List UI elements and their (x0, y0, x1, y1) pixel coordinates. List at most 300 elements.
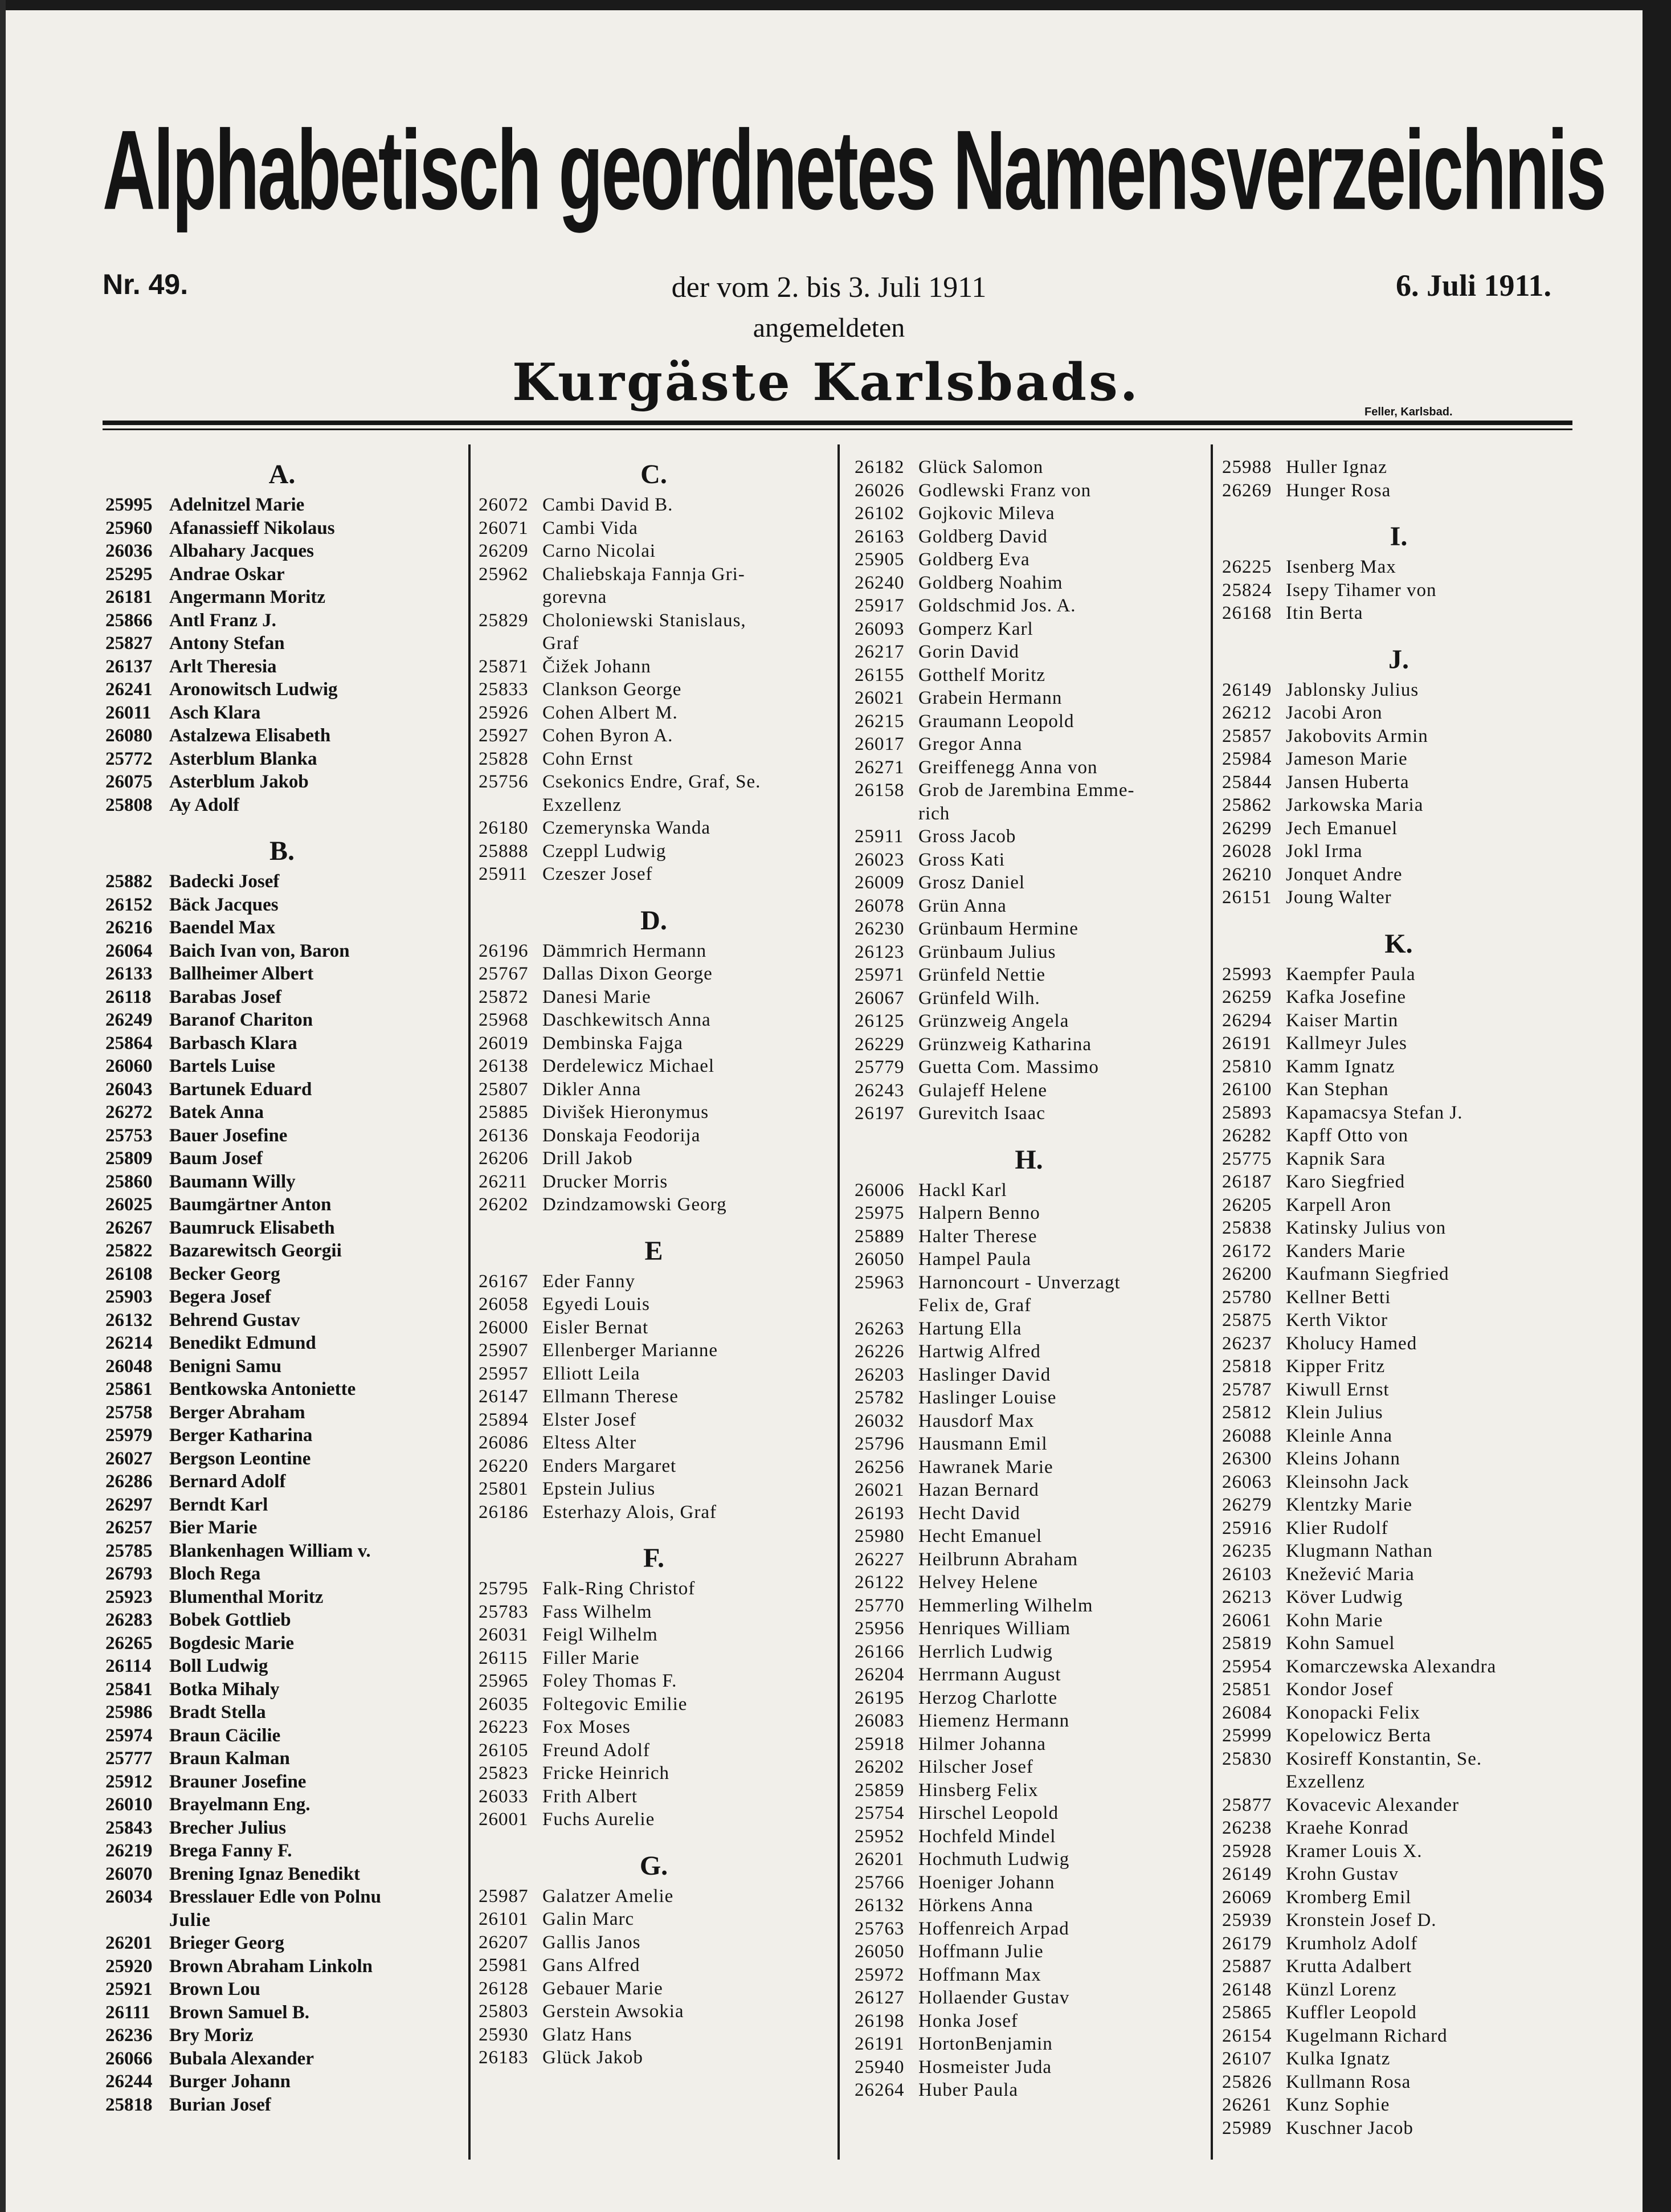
guest-number: 26105 (479, 1740, 529, 1761)
guest-name: Goldschmid Jos. A. (918, 595, 1076, 616)
guest-name: Burger Johann (169, 2071, 291, 2092)
guest-name: Blankenhagen William v. (169, 1540, 371, 1561)
guest-name: Bäck Jacques (169, 894, 279, 915)
guest-name: Cohen Albert M. (542, 702, 678, 723)
guest-entry (105, 1817, 459, 1840)
guest-number: 25809 (105, 1148, 153, 1169)
guest-number: 26299 (1222, 818, 1272, 839)
guest-entry (855, 779, 1203, 802)
guest-name: Grosz Daniel (918, 872, 1026, 893)
guest-entry (1222, 1286, 1575, 1309)
guest-entry (105, 1285, 459, 1309)
guest-entry (105, 1863, 459, 1886)
guest-entry (1222, 794, 1575, 817)
guest-number: 25917 (855, 595, 905, 616)
guest-entry (105, 1239, 459, 1263)
guest-number: 26294 (1222, 1010, 1272, 1031)
guest-number: 25812 (1222, 1402, 1272, 1423)
guest-name: Antony Stefan (169, 633, 285, 654)
guest-entry (105, 1540, 459, 1563)
guest-name: Brega Fanny F. (169, 1840, 292, 1861)
guest-number: 26182 (855, 457, 905, 478)
guest-entry (105, 1424, 459, 1447)
guest-name: Dallas Dixon George (542, 964, 713, 984)
guest-name: Chaliebskaja Fannja Gri- (542, 564, 745, 585)
guest-name: Kuffler Leopold (1286, 2002, 1417, 2023)
guest-entry (855, 1202, 1203, 1225)
guest-name: Herrmann August (918, 1664, 1061, 1685)
guest-number: 25829 (479, 610, 529, 631)
guest-name: Astalzewa Elisabeth (169, 725, 331, 746)
guest-entry (1222, 1263, 1575, 1286)
guest-name: Kovacevic Alexander (1286, 1794, 1459, 1815)
guest-entry (855, 733, 1203, 756)
guest-name: Elster Josef (542, 1409, 637, 1430)
guest-name: Harnoncourt - Unverzagt (918, 1272, 1121, 1293)
guest-entry (479, 1931, 829, 1954)
section-spacer (855, 1125, 1203, 1141)
guest-name: Eltess Alter (542, 1433, 637, 1453)
guest-name: Bartunek Eduard (169, 1079, 312, 1100)
guest-number: 26137 (105, 656, 153, 677)
guest-name: Jech Emanuel (1286, 818, 1398, 839)
guest-name: Glatz Hans (542, 2024, 632, 2045)
guest-number: 26071 (479, 517, 529, 538)
guest-number: 25758 (105, 1402, 153, 1423)
guest-entry (105, 1724, 459, 1748)
guest-name: Hampel Paula (918, 1249, 1032, 1270)
guest-name: Gans Alfred (542, 1955, 640, 1976)
guest-name: Jakobovits Armin (1286, 725, 1428, 746)
guest-entry (855, 548, 1203, 572)
guest-entry (1222, 748, 1575, 771)
guest-number: 25920 (105, 1956, 153, 1977)
guest-name: Gebauer Marie (542, 1978, 663, 1999)
guest-number: 26217 (855, 642, 905, 662)
guest-entry (105, 962, 459, 986)
guest-name-continuation: Felix de, Graf (918, 1295, 1032, 1316)
guest-entry (855, 1317, 1203, 1341)
guest-entry (855, 1802, 1203, 1825)
guest-name: Aronowitsch Ludwig (169, 679, 338, 700)
guest-entry (855, 1709, 1203, 1733)
guest-name: Antl Franz J. (169, 610, 276, 631)
guest-number: 25965 (479, 1671, 529, 1691)
guest-number: 26263 (855, 1318, 905, 1339)
guest-entry (1222, 1101, 1575, 1125)
guest-name: Elliott Leila (542, 1363, 640, 1384)
guest-entry (1222, 771, 1575, 794)
guest-name: Isepy Tihamer von (1286, 579, 1437, 601)
guest-entry (479, 1785, 829, 1809)
issue-date: 6. Juli 1911. (1396, 268, 1552, 303)
guest-name: Ellmann Therese (542, 1386, 679, 1407)
guest-entry (479, 1293, 829, 1316)
guest-entry (479, 2023, 829, 2047)
guest-name: Brown Lou (169, 1979, 260, 1999)
guest-name: Derdelewicz Michael (542, 1056, 715, 1076)
guest-name: Klugmann Nathan (1286, 1541, 1433, 1561)
guest-entry (105, 1701, 459, 1724)
guest-entry (1222, 1678, 1575, 1701)
section-letter: B. (269, 836, 295, 866)
guest-number: 26149 (1222, 679, 1272, 700)
guest-number: 26225 (1222, 557, 1272, 577)
guest-number: 25918 (855, 1733, 905, 1754)
guest-number: 26163 (855, 526, 905, 547)
guest-entry (1222, 1032, 1575, 1055)
guest-number: 26195 (855, 1687, 905, 1708)
guest-entry (855, 1364, 1203, 1387)
guest-entry (1222, 1401, 1575, 1425)
guest-number: 25889 (855, 1226, 905, 1247)
guest-entry (1222, 863, 1575, 887)
guest-name: Epstein Julius (542, 1479, 656, 1499)
guest-entry (855, 756, 1203, 779)
guest-number: 26136 (479, 1125, 529, 1146)
guest-name: Kholucy Hamed (1286, 1333, 1417, 1354)
guest-entry (1222, 840, 1575, 863)
guest-name: Gallis Janos (542, 1932, 641, 1953)
guest-entry (479, 1362, 829, 1386)
guest-entry (479, 1170, 829, 1194)
guest-number: 26138 (479, 1056, 529, 1076)
guest-entry (855, 525, 1203, 549)
guest-number: 25972 (855, 1964, 905, 1985)
guest-number: 25787 (1222, 1379, 1272, 1400)
guest-name: Kulka Ignatz (1286, 2048, 1391, 2069)
guest-name: Hörkens Anna (918, 1895, 1033, 1916)
guest-entry (105, 1747, 459, 1770)
guest-entry (105, 2070, 459, 2093)
guest-number: 25844 (1222, 772, 1272, 793)
guest-name: Czeszer Josef (542, 864, 653, 884)
guest-number: 26198 (855, 2010, 905, 2031)
guest-entry (105, 1493, 459, 1517)
guest-entry (105, 748, 459, 771)
guest-number: 26021 (855, 688, 905, 708)
guest-number: 25968 (479, 1010, 529, 1030)
guest-name: Kosireff Konstantin, Se. (1286, 1748, 1482, 1769)
guest-number: 26202 (855, 1757, 905, 1777)
guest-entry (105, 1401, 459, 1425)
guest-number: 25823 (479, 1763, 529, 1784)
guest-entry (855, 1986, 1203, 2010)
guest-number: 26241 (105, 679, 153, 700)
guest-number: 26269 (1222, 480, 1272, 501)
guest-number: 26101 (479, 1909, 529, 1929)
guest-entry (105, 493, 459, 517)
guest-entry (105, 540, 459, 563)
guest-entry (105, 2001, 459, 2025)
guest-entry (479, 1431, 829, 1455)
guest-name: Ellenberger Marianne (542, 1340, 718, 1361)
section-letter: A. (268, 459, 296, 489)
guest-number: 26128 (479, 1978, 529, 1999)
guest-number: 25956 (855, 1618, 905, 1639)
guest-entry (105, 1447, 459, 1471)
guest-number: 25963 (855, 1272, 905, 1293)
guest-name: Huller Ignaz (1286, 457, 1387, 478)
guest-name: Afanassieff Nikolaus (169, 517, 335, 538)
guest-entry (105, 986, 459, 1009)
guest-entry (855, 1079, 1203, 1103)
guest-entry (855, 502, 1203, 525)
guest-entry (105, 1562, 459, 1586)
guest-number: 25980 (855, 1526, 905, 1546)
guest-entry (105, 2047, 459, 2071)
guest-number: 25923 (105, 1586, 153, 1607)
guest-name: Karo Siegfried (1286, 1172, 1406, 1192)
guest-entry (855, 917, 1203, 941)
guest-number: 25866 (105, 610, 153, 631)
header-rule (103, 421, 1572, 425)
guest-entry (105, 1217, 459, 1240)
guest-number: 25871 (479, 656, 529, 677)
guest-number: 26227 (855, 1549, 905, 1570)
guest-name: Braun Kalman (169, 1748, 290, 1769)
guest-number: 25862 (1222, 795, 1272, 815)
guest-name: Gross Jacob (918, 826, 1016, 847)
guest-number: 25782 (855, 1387, 905, 1408)
guest-name: Jonquet Andre (1286, 864, 1403, 885)
guest-name: Andrae Oskar (169, 564, 285, 585)
guest-name: Grob de Jarembina Emme- (918, 780, 1135, 801)
guest-entry (1222, 1170, 1575, 1194)
guest-number: 25875 (1222, 1310, 1272, 1331)
guest-name: Kaiser Martin (1286, 1010, 1399, 1031)
guest-entry (1222, 1632, 1575, 1655)
guest-entry (1222, 1909, 1575, 1932)
guest-name: Clankson George (542, 679, 682, 700)
guest-entry (855, 1756, 1203, 1779)
guest-number: 25808 (105, 794, 153, 815)
guest-entry (105, 1378, 459, 1401)
guest-entry (105, 1516, 459, 1540)
guest-name: Hoffmann Max (918, 1964, 1041, 1985)
guest-number: 26191 (855, 2034, 905, 2054)
guest-number: 25770 (855, 1595, 905, 1616)
guest-number: 25903 (105, 1287, 153, 1307)
section-letter: K. (1384, 928, 1413, 959)
section-spacer (479, 1217, 829, 1232)
guest-name: Hunger Rosa (1286, 480, 1391, 501)
guest-number: 25767 (479, 964, 529, 984)
guest-number: 26286 (105, 1471, 153, 1492)
guest-entry (855, 594, 1203, 618)
guest-entry (479, 1885, 829, 1908)
guest-number: 25766 (855, 1872, 905, 1893)
guest-number: 25779 (855, 1057, 905, 1078)
guest-entry (479, 863, 829, 886)
guest-number: 26201 (105, 1933, 153, 1953)
guest-name: Baumann Willy (169, 1171, 296, 1192)
guest-entry (479, 2046, 829, 2070)
guest-name: Bauer Josefine (169, 1125, 288, 1146)
guest-entry (479, 1124, 829, 1148)
guest-entry (105, 1955, 459, 1978)
guest-entry (479, 1908, 829, 1931)
guest-name: Hazan Bernard (918, 1480, 1039, 1500)
guest-name: Grünzweig Katharina (918, 1034, 1092, 1055)
guest-number: 26148 (1222, 1979, 1272, 2000)
guest-number: 25893 (1222, 1102, 1272, 1123)
guest-number: 26061 (1222, 1610, 1272, 1631)
guest-name: Haslinger Louise (918, 1387, 1057, 1408)
guest-number: 25981 (479, 1955, 529, 1976)
guest-entry (479, 1101, 829, 1124)
section-letter: H. (1015, 1144, 1043, 1175)
guest-number: 26028 (1222, 841, 1272, 862)
guest-name: Benedikt Edmund (169, 1333, 316, 1353)
guest-number: 26186 (479, 1501, 529, 1523)
guest-name: Becker Georg (169, 1263, 280, 1284)
guest-number: 25921 (105, 1979, 153, 1999)
guest-name: Bergson Leontine (169, 1448, 311, 1469)
guest-entry (1222, 1748, 1575, 1771)
guest-name: Baich Ivan von, Baron (169, 940, 350, 961)
guest-number: 25928 (1222, 1840, 1272, 1862)
guest-entry (855, 1479, 1203, 1502)
guest-entry (105, 870, 459, 893)
guest-name: Berndt Karl (169, 1494, 268, 1515)
guest-entry (479, 1478, 829, 1501)
guest-name: Kiwull Ernst (1286, 1379, 1390, 1400)
guest-name: Kaufmann Siegfried (1286, 1264, 1449, 1284)
guest-entry (105, 2093, 459, 2117)
guest-number: 26200 (1222, 1264, 1272, 1284)
guest-name: Henriques William (918, 1618, 1071, 1639)
guest-entry (479, 2000, 829, 2023)
guest-name: Eder Fanny (542, 1271, 636, 1292)
guest-entry (105, 893, 459, 917)
guest-name: Kramer Louis X. (1286, 1840, 1423, 1862)
page-border-left (0, 0, 6, 2212)
guest-entry (855, 1848, 1203, 1871)
guest-name: Barbasch Klara (169, 1032, 297, 1054)
guest-number: 26249 (105, 1010, 153, 1030)
guest-name: Brening Ignaz Benedikt (169, 1863, 360, 1884)
guest-entry (855, 1687, 1203, 1710)
guest-number: 25894 (479, 1409, 529, 1430)
guest-number: 26209 (479, 541, 529, 561)
guest-number: 25939 (1222, 1910, 1272, 1931)
guest-entry (1222, 1932, 1575, 1956)
guest-name: Dzindzamowski Georg (542, 1194, 727, 1215)
guest-number: 25995 (105, 495, 153, 515)
guest-number: 26261 (1222, 2095, 1272, 2115)
guest-number: 26212 (1222, 703, 1272, 723)
guest-number: 25772 (105, 748, 153, 769)
guest-entry (1222, 1217, 1575, 1240)
guest-entry (855, 987, 1203, 1010)
guest-name: Asterblum Jakob (169, 772, 309, 792)
guest-name: Bradt Stella (169, 1702, 266, 1723)
guest-name: Kipper Fritz (1286, 1356, 1386, 1377)
guest-entry (855, 2033, 1203, 2056)
guest-name: Glück Jakob (542, 2047, 643, 2068)
guest-entry (479, 1808, 829, 1831)
guest-name: Godlewski Franz von (918, 480, 1092, 501)
guest-entry (855, 1056, 1203, 1079)
name-column-1 (105, 456, 459, 2116)
guest-name: Divišek Hieronymus (542, 1102, 709, 1123)
guest-number: 26080 (105, 725, 153, 746)
guest-entry (855, 1456, 1203, 1479)
guest-number: 26238 (1222, 1818, 1272, 1838)
guest-name: Fox Moses (542, 1717, 631, 1737)
guest-entry (105, 724, 459, 748)
guest-entry (855, 964, 1203, 987)
guest-name: Künzl Lorenz (1286, 1979, 1397, 2000)
guest-name: Hosmeister Juda (918, 2056, 1052, 2078)
guest-name: Komarczewska Alexandra (1286, 1656, 1497, 1677)
guest-number: 26093 (855, 618, 905, 639)
guest-name: Jacobi Aron (1286, 703, 1383, 723)
guest-entry (105, 794, 459, 817)
guest-entry (105, 1632, 459, 1655)
guest-name: Cohen Byron A. (542, 725, 673, 746)
guest-number: 25865 (1222, 2002, 1272, 2023)
guest-entry (1222, 1194, 1575, 1217)
guest-entry (105, 1978, 459, 2001)
guest-number: 25916 (1222, 1517, 1272, 1538)
guest-number: 25962 (479, 564, 529, 585)
guest-number: 25912 (105, 1771, 153, 1792)
guest-entry (479, 1193, 829, 1217)
guest-entry (1222, 1701, 1575, 1725)
guest-number: 26206 (479, 1148, 529, 1169)
guest-entry (855, 1733, 1203, 1756)
guest-entry (105, 1263, 459, 1286)
guest-name-continuation: rich (918, 803, 950, 824)
guest-name: Kallmeyr Jules (1286, 1033, 1407, 1054)
guest-number: 26011 (105, 702, 152, 723)
guest-entry (479, 563, 829, 586)
guest-name: Kohn Marie (1286, 1610, 1383, 1631)
guest-number: 26017 (855, 734, 905, 754)
guest-number: 25843 (105, 1817, 153, 1838)
guest-entry (479, 962, 829, 986)
guest-name: Baum Josef (169, 1148, 263, 1169)
guest-name: Gojkovic Mileva (918, 503, 1055, 524)
guest-number: 26279 (1222, 1495, 1272, 1515)
guest-entry (479, 1716, 829, 1739)
guest-name: Asterblum Blanka (169, 748, 317, 769)
guest-entry (855, 1548, 1203, 1572)
guest-entry (479, 817, 829, 840)
page-border-right (1643, 0, 1671, 2212)
guest-entry (105, 1147, 459, 1170)
guest-number: 26066 (105, 2048, 153, 2069)
guest-number: 25861 (105, 1379, 153, 1399)
guest-number: 26210 (1222, 864, 1272, 885)
guest-name: Kleinsohn Jack (1286, 1471, 1409, 1492)
guest-entry (1222, 1586, 1575, 1609)
guest-entry (855, 1617, 1203, 1640)
guest-entry (1222, 1378, 1575, 1402)
guest-name: Klein Julius (1286, 1402, 1383, 1423)
guest-number: 26180 (479, 818, 529, 838)
guest-name: Greiffenegg Anna von (918, 757, 1098, 778)
guest-entry (1222, 2047, 1575, 2071)
guest-entry (1222, 2071, 1575, 2094)
guest-number: 26088 (1222, 1425, 1272, 1446)
guest-name: Arlt Theresia (169, 656, 277, 677)
guest-name: Gorin David (918, 642, 1019, 662)
guest-entry (855, 1410, 1203, 1433)
guest-number: 26084 (1222, 1702, 1272, 1723)
